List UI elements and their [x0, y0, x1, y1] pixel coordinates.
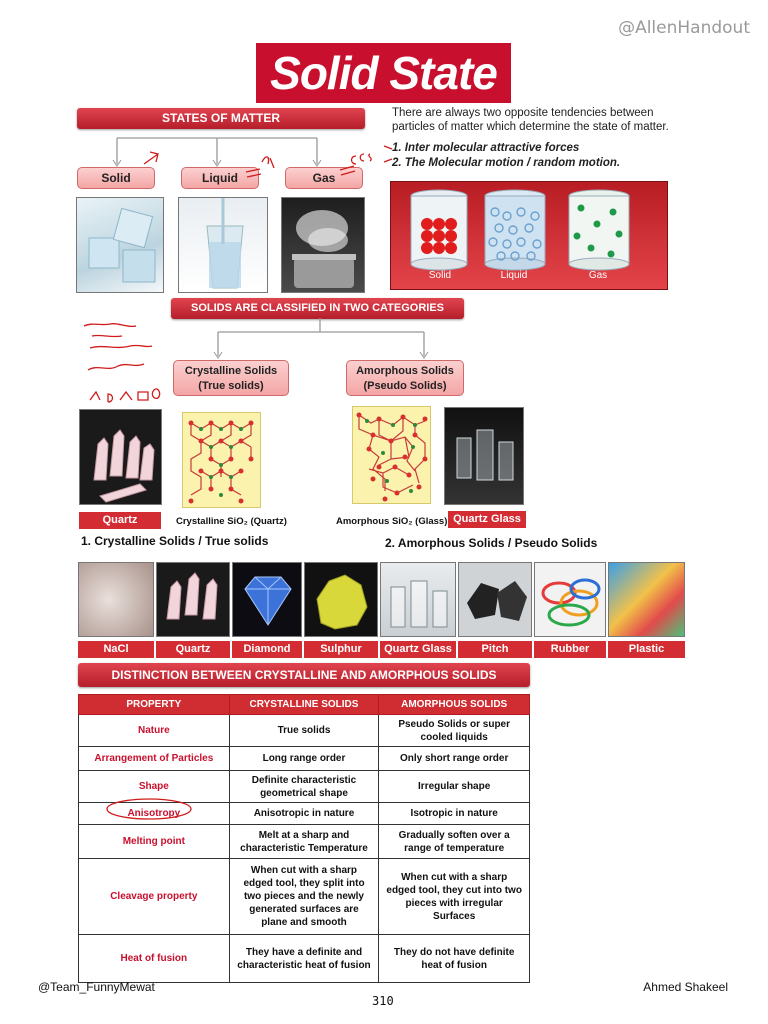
property-cell: Arrangement of Particles	[79, 747, 230, 771]
jar-label-gas: Gas	[588, 270, 608, 281]
example-label-quartz: Quartz	[156, 641, 230, 658]
property-cell: Melting point	[79, 825, 230, 859]
property-cell: Anisotropy	[79, 803, 230, 825]
nacl-image	[78, 562, 154, 637]
crystalline-cell: When cut with a sharp edged tool, they split into two pieces and the newly generated surfaces are plane and smooth	[229, 859, 379, 935]
footer-right: Ahmed Shakeel	[643, 980, 728, 994]
sulphur-image	[304, 562, 378, 637]
column-header: CRYSTALLINE SOLIDS	[229, 695, 379, 715]
property-cell: Shape	[79, 771, 230, 803]
crystalline-cell: Long range order	[229, 747, 379, 771]
crystalline-sio2-lattice	[182, 412, 261, 508]
amorphous-solids-box	[346, 360, 464, 396]
quartz-glass-cuvettes-image	[444, 407, 524, 505]
amorphous-cell: They do not have definite heat of fusion	[379, 935, 530, 983]
pitch-image	[458, 562, 532, 637]
example-label-diamond: Diamond	[232, 641, 302, 658]
page-number: 310	[372, 994, 394, 1008]
table-header-row	[79, 695, 530, 715]
state-liquid: Liquid	[181, 167, 259, 189]
rubber-image	[534, 562, 606, 637]
example-label-pitch: Pitch	[458, 641, 532, 658]
crystalline-cell: They have a definite and characteristic heat of fusion	[229, 935, 379, 983]
example-label-sulphur: Sulphur	[304, 641, 378, 658]
diamond-image	[232, 562, 302, 637]
states-intro-text: There are always two opposite tendencies between particles of matter which determine the state of matter.	[392, 107, 669, 133]
crystalline-cell: Definite characteristic geometrical shape	[229, 771, 379, 803]
amorphous-line1: Amorphous Solids	[356, 365, 454, 377]
distinction-table	[78, 694, 530, 983]
example-label-rubber: Rubber	[534, 641, 606, 658]
table-row	[79, 935, 530, 983]
plastic-image	[608, 562, 685, 637]
property-cell: Heat of fusion	[79, 935, 230, 983]
handwritten-marks-tendencies	[382, 140, 402, 170]
classification-header: SOLIDS ARE CLASSIFIED IN TWO CATEGORIES	[171, 298, 464, 319]
table-row	[79, 859, 530, 935]
states-of-matter-header: STATES OF MATTER	[77, 108, 365, 129]
crystalline-line2: (True solids)	[198, 380, 264, 392]
anisotropy-circle-mark	[104, 796, 194, 822]
table-row	[79, 825, 530, 859]
example-label-quartz-glass: Quartz Glass	[380, 641, 456, 658]
amorphous-cell: When cut with a sharp edged tool, they cut into two pieces with irregular Surfaces	[379, 859, 530, 935]
quartz-crystals-image	[79, 409, 162, 505]
state-solid: Solid	[77, 167, 155, 189]
tendency-1: 1. Inter molecular attractive forces	[392, 142, 580, 154]
example-label-nacl: NaCl	[78, 641, 154, 658]
column-header: PROPERTY	[79, 695, 230, 715]
water-glass-image	[178, 197, 268, 293]
amorphous-cell: Irregular shape	[379, 771, 530, 803]
crystalline-solids-box	[173, 360, 289, 396]
boiling-pot-image	[281, 197, 365, 293]
handwritten-marks-states	[130, 140, 390, 180]
distinction-header: DISTINCTION BETWEEN CRYSTALLINE AND AMORPHOUS SOLIDS	[78, 663, 530, 687]
amorphous-cell: Pseudo Solids or super cooled liquids	[379, 715, 530, 747]
quartz-glass-example-image	[380, 562, 456, 637]
crystalline-examples-heading: 1. Crystalline Solids / True solids	[81, 534, 269, 548]
footer-left: @Team_FunnyMewat	[38, 980, 155, 994]
quartz-label: Quartz	[79, 512, 161, 529]
jar-label-liquid: Liquid	[500, 270, 528, 281]
watermark: @AllenHandout	[618, 18, 750, 38]
property-cell: Nature	[79, 715, 230, 747]
amorphous-cell: Isotropic in nature	[379, 803, 530, 825]
table-row	[79, 715, 530, 747]
property-cell: Cleavage property	[79, 859, 230, 935]
amorphous-sio2-caption: Amorphous SiO₂ (Glass)	[336, 516, 448, 527]
classification-connector-lines	[200, 318, 440, 360]
jar-label-solid: Solid	[428, 270, 452, 281]
crystalline-cell: Melt at a sharp and characteristic Temperature	[229, 825, 379, 859]
page-title: Solid State	[256, 43, 511, 103]
crystalline-line1: Crystalline Solids	[184, 365, 278, 377]
ice-cubes-image	[76, 197, 164, 293]
amorphous-line2: (Pseudo Solids)	[363, 380, 447, 392]
handwritten-margin-notes	[78, 318, 170, 408]
quartz-glass-label: Quartz Glass	[448, 511, 526, 528]
amorphous-cell: Gradually soften over a range of temperature	[379, 825, 530, 859]
amorphous-cell: Only short range order	[379, 747, 530, 771]
column-header: AMORPHOUS SOLIDS	[379, 695, 530, 715]
example-label-plastic: Plastic	[608, 641, 685, 658]
amorphous-sio2-lattice	[352, 406, 431, 504]
quartz-example-image	[156, 562, 230, 637]
crystalline-sio2-caption: Crystalline SiO₂ (Quartz)	[176, 516, 287, 527]
tendency-2: 2. The Molecular motion / random motion.	[392, 157, 621, 169]
state-gas: Gas	[285, 167, 363, 189]
crystalline-cell: Anisotropic in nature	[229, 803, 379, 825]
table-row	[79, 747, 530, 771]
amorphous-examples-heading: 2. Amorphous Solids / Pseudo Solids	[385, 536, 598, 550]
crystalline-cell: True solids	[229, 715, 379, 747]
